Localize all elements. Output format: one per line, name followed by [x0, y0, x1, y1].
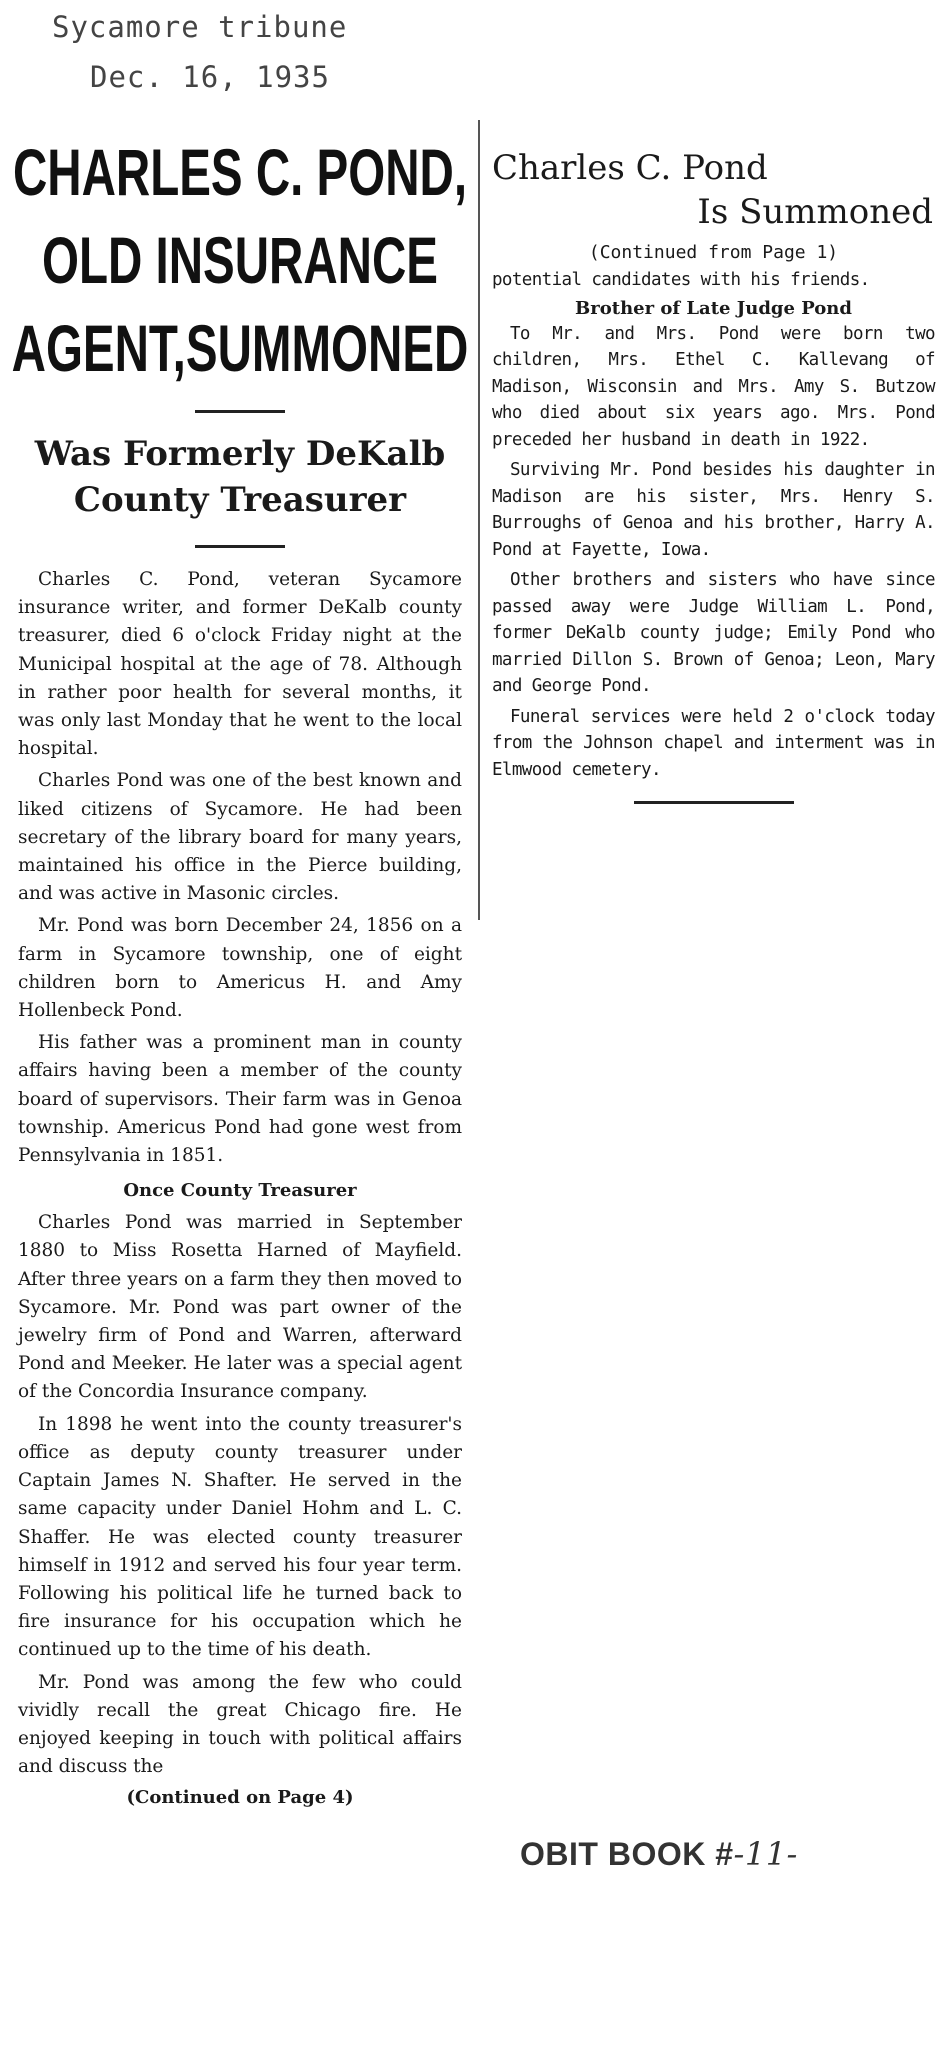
paragraph: Surviving Mr. Pond besides his daughter in Madison are his sister, Mrs. Henry S. Burroughs of Genoa and his brother, Harry A. Pond at Fayette, Iowa.: [492, 460, 935, 560]
subhead-rule: [195, 545, 285, 548]
paragraph: His father was a prominent man in county affairs having been a member of the county board of supervisors. Their farm was in Genoa township. Americus Pond had gone west from Pennsylvania in 1851.: [18, 1032, 462, 1167]
continued-note: (Continued on Page 4): [126, 1787, 354, 1809]
headline-line-2: OLD INSURANCE: [41, 223, 439, 297]
paragraph: Charles C. Pond, veteran Sycamore insurance writer, and former DeKalb county treasurer, died 6 o'clock Friday night at the Municipal hospital at the age of 78. Although in rather poor health for several months, it was only last Monday that he went to the local hospital.: [18, 569, 462, 760]
article-body: [10, 566, 470, 1808]
continuation-article: [486, 120, 941, 940]
continuation-body: [486, 267, 941, 783]
end-rule: [634, 801, 794, 804]
paragraph: In 1898 he went into the county treasurer's office as deputy county treasurer under Captain James N. Shafter. He served in the same capacity under Daniel Hohm and L. C. Shaffer. He was elected county treasurer himself in 1912 and served his four year term. Following his political life he turned back to fire insurance for his occupation which he continued up to the time of his death.: [18, 1413, 462, 1661]
headline: [10, 128, 470, 388]
obit-book-stamp: [520, 1835, 798, 1873]
headline-rule: [195, 410, 285, 413]
continuation-title-line-1: Charles C. Pond: [492, 148, 768, 188]
section-heading: Brother of Late Judge Pond: [575, 297, 852, 319]
paragraph: Charles Pond was married in September 1880 to Miss Rosetta Harned of Mayfield. After three years on a farm they then moved to Sycamore. Mr. Pond was part owner of the jewelry firm of Pond and Warren, afterward Pond and Meeker. He later was a special agent of the Concordia Insurance company.: [18, 1212, 462, 1403]
paragraph: To Mr. and Mrs. Pond were born two children, Mrs. Ethel C. Kallevang of Madison, Wisconsin and Mrs. Amy S. Butzow who died about six years ago. Mrs. Pond preceded her husband in death in 1922.: [492, 323, 935, 450]
main-article: [10, 120, 470, 2060]
continuation-title-line-2: Is Summoned: [697, 192, 933, 232]
column-divider: [478, 120, 480, 920]
continued-from-note: (Continued from Page 1): [588, 242, 839, 263]
paragraph: Mr. Pond was born December 24, 1856 on a farm in Sycamore township, one of eight children born to Americus H. and Amy Hollenbeck Pond.: [18, 915, 462, 1022]
paragraph: Funeral services were held 2 o'clock today from the Johnson chapel and interment was in Elmwood cemetery.: [492, 706, 935, 780]
source-label: Sycamore tribune: [52, 10, 348, 44]
handwritten-number: -11-: [733, 1835, 798, 1873]
date-label: Dec. 16, 1935: [90, 60, 330, 94]
paragraph: potential candidates with his friends.: [492, 270, 870, 290]
stamp-text: OBIT BOOK #: [520, 1836, 734, 1872]
paragraph: Charles Pond was one of the best known and liked citizens of Sycamore. He had been secretary of the library board for many years, maintained his office in the Pierce building, and was active in Masonic circles.: [18, 770, 462, 905]
subhead-line-2: County Treasurer: [73, 480, 407, 520]
paragraph: Mr. Pond was among the few who could vividly recall the great Chicago fire. He enjoyed keeping in touch with political affairs and discuss the: [18, 1671, 462, 1778]
headline-line-1: CHARLES C. POND,: [12, 135, 468, 209]
subhead-line-1: Was Formerly DeKalb: [34, 434, 446, 474]
paragraph: Other brothers and sisters who have since passed away were Judge William L. Pond, former DeKalb county judge; Emily Pond who married Dillon S. Brown of Genoa; Leon, Mary and George Pond.: [492, 570, 935, 696]
headline-line-3: AGENT,SUMMONED: [11, 311, 469, 385]
section-heading: Once County Treasurer: [123, 1180, 357, 1202]
